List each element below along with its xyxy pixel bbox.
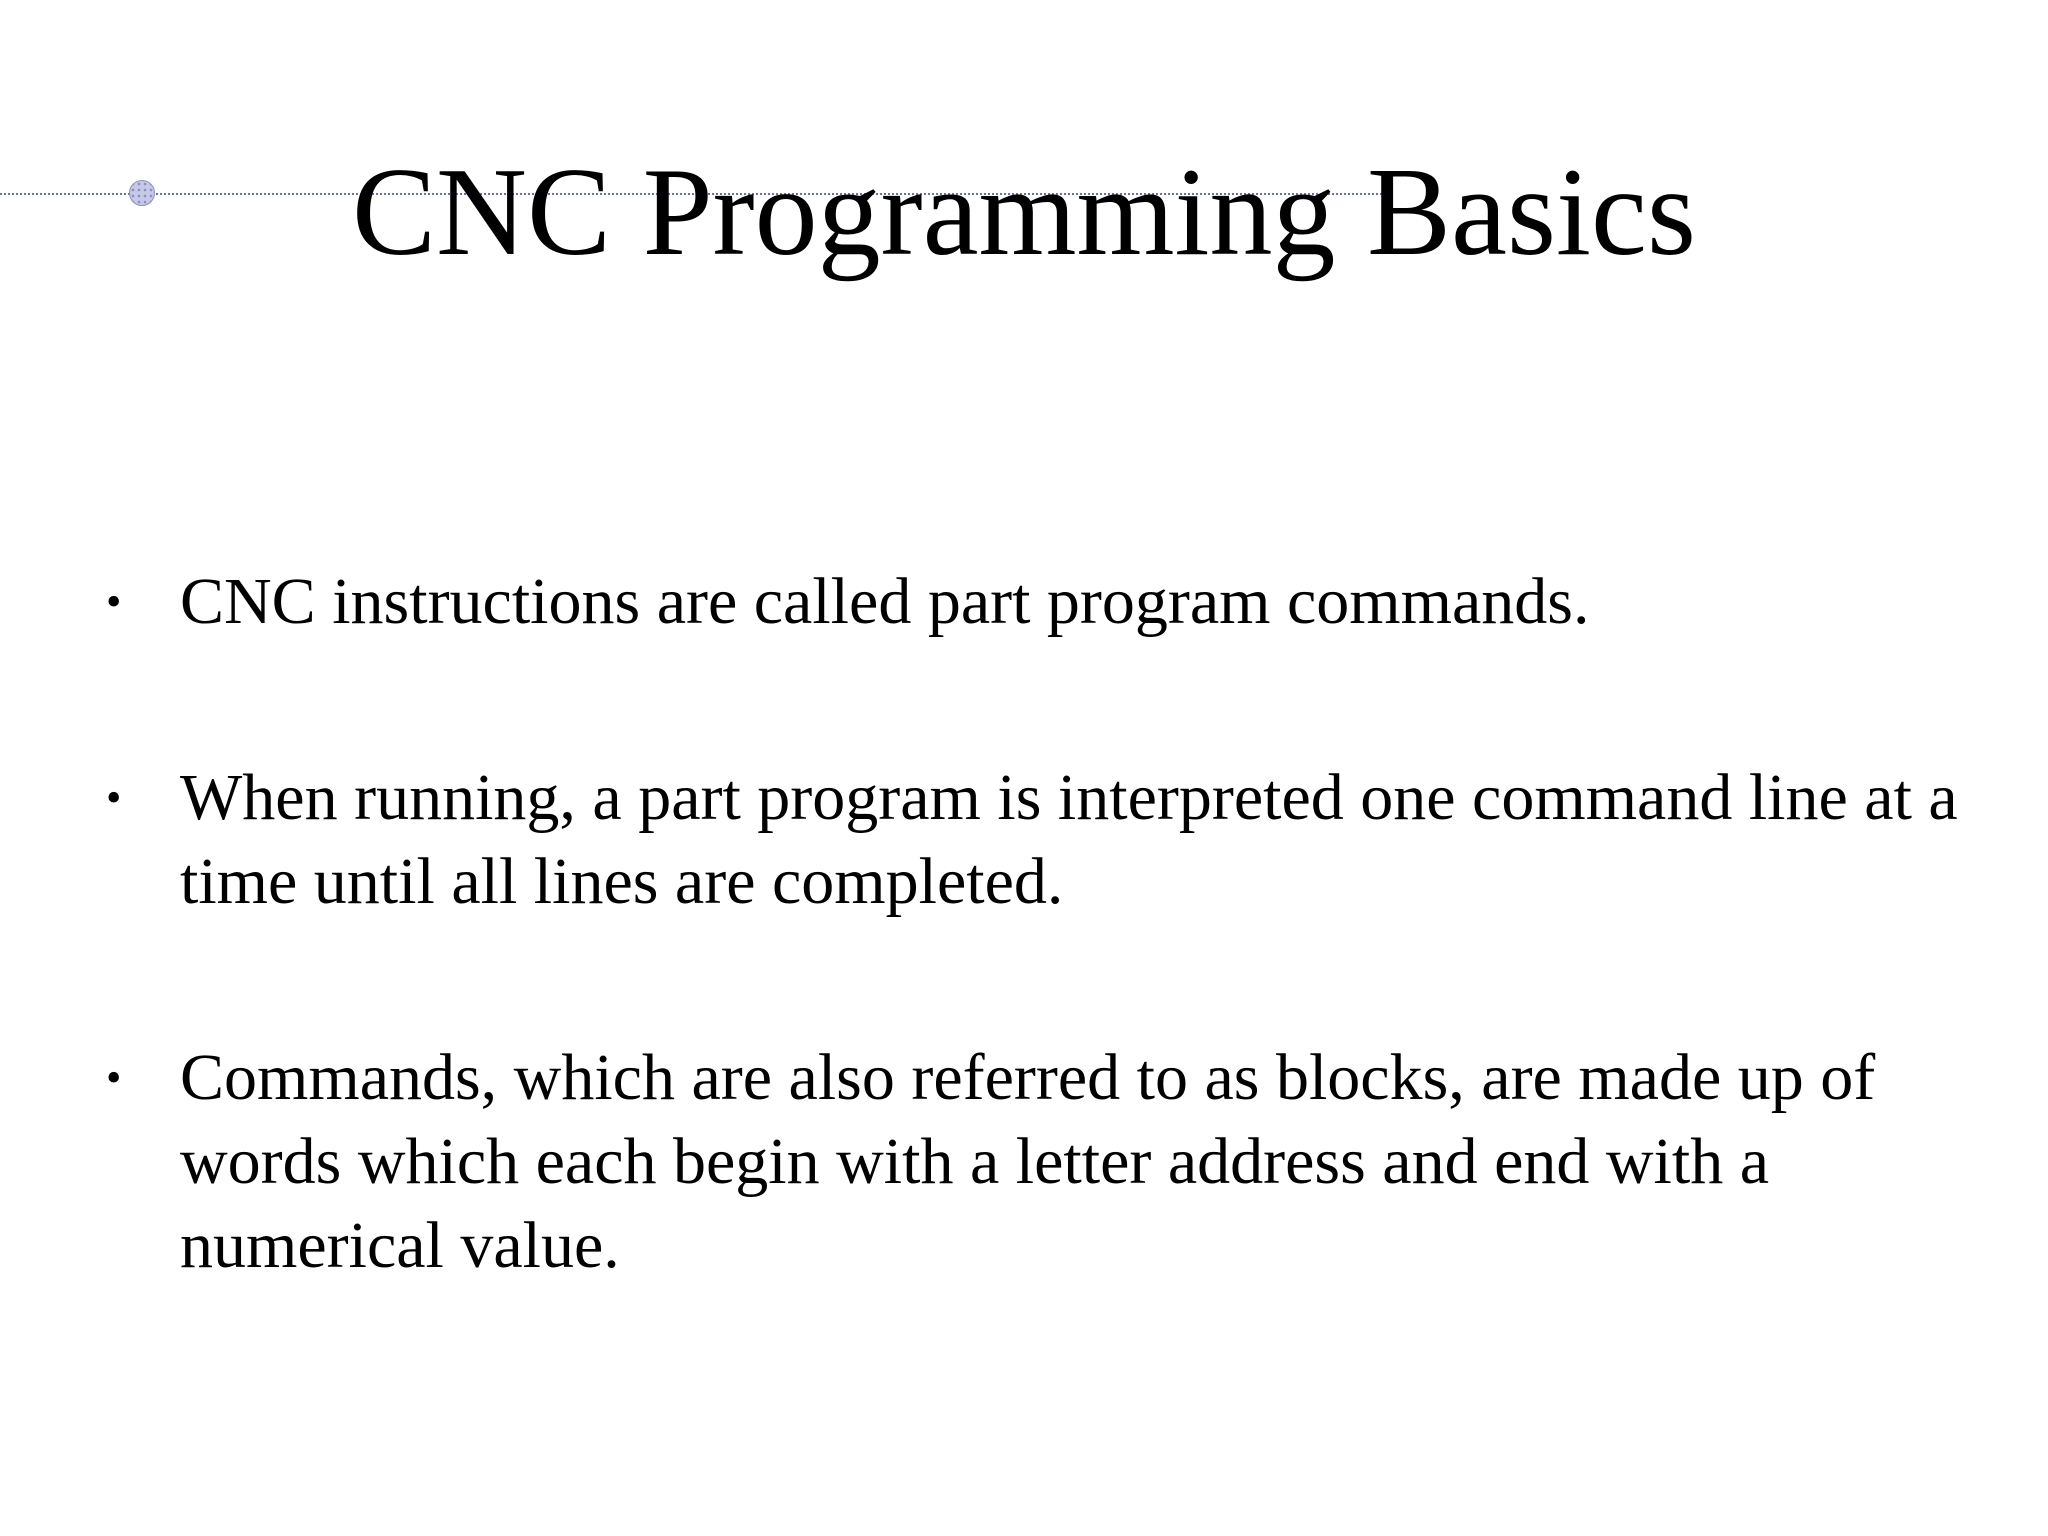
slide-title: CNC Programming Basics bbox=[352, 143, 1696, 282]
bullet-dot-icon: • bbox=[106, 577, 122, 626]
bullet-text: Commands, which are also referred to as blocks, are made up of words which each begin with a letter address and end with a numerical value. bbox=[180, 1041, 1876, 1282]
bullet-text: When running, a part program is interpreted one command line at a time until all lines are completed. bbox=[180, 761, 1958, 918]
bullet-item bbox=[100, 560, 1960, 644]
bullet-list bbox=[100, 560, 1960, 1288]
bullet-dot-icon: • bbox=[106, 773, 122, 822]
bullet-item bbox=[100, 1036, 1960, 1288]
bullet-text: CNC instructions are called part program commands. bbox=[180, 565, 1590, 638]
bullet-dot-icon: • bbox=[106, 1053, 122, 1102]
bullet-item bbox=[100, 756, 1960, 924]
